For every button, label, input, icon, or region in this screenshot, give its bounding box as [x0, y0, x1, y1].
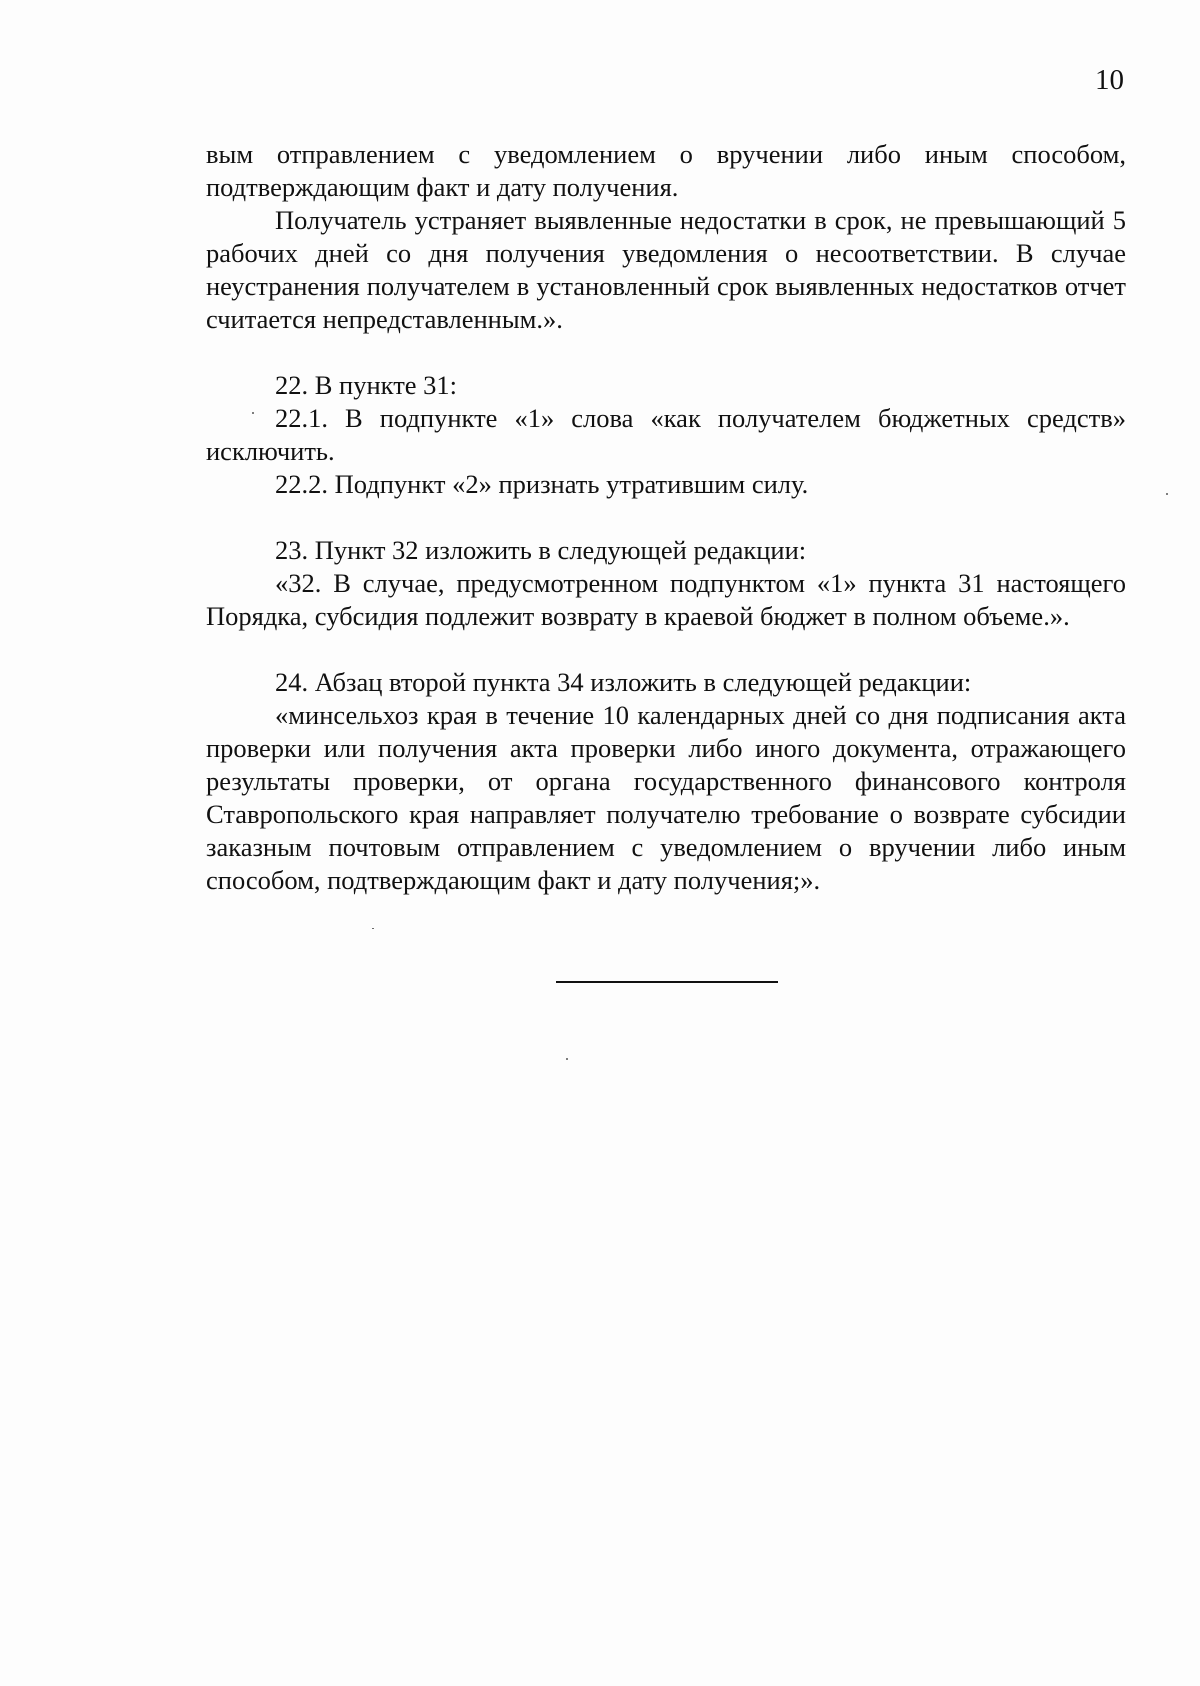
end-separator-line: [556, 981, 778, 983]
item-22-2: 22.2. Подпункт «2» признать утратившим силу.: [275, 469, 809, 499]
paragraph-gap: [206, 336, 1126, 369]
scan-speck: [252, 412, 254, 414]
scan-speck: [1166, 493, 1168, 495]
item-24-text: «минсельхоз края в течение 10 календарных дней со дня подписания акта проверки или получения акта проверки либо иного документа, отражающего результаты проверки, от органа государственного финансового контроля Ставропольского края направляет получателю требование о возврате субсидии заказным почтовым отправлением с уведомлением о вручении либо иным способом, подтверждающим факт и дату получения;».: [206, 700, 1126, 895]
item-23-text: «32. В случае, предусмотренном подпунктом «1» пункта 31 настоящего Порядка, субсидия подлежит возврату в краевой бюджет в полном объеме.».: [206, 568, 1126, 631]
paragraph-continuation: вым отправлением с уведомлением о вручении либо иным способом, подтверждающим факт и дату получения.: [206, 139, 1126, 202]
document-body: [206, 138, 1126, 897]
item-22-1: 22.1. В подпункте «1» слова «как получателем бюджетных средств» исключить.: [206, 403, 1126, 466]
scan-speck: [372, 928, 374, 929]
item-23-heading: 23. Пункт 32 изложить в следующей редакции:: [275, 535, 807, 565]
paragraph-gap: [206, 501, 1126, 534]
paragraph-deficiency-correction: Получатель устраняет выявленные недостатки в срок, не превышающий 5 рабочих дней со дня получения уведомления о несоответствии. В случае неустранения получателем в установленный срок выявленных недостатков отчет считается непредставленным.».: [206, 205, 1126, 334]
page-number: 10: [1095, 64, 1124, 96]
paragraph-gap: [206, 633, 1126, 666]
item-22-heading: 22. В пункте 31:: [275, 370, 458, 400]
scan-speck: [566, 1058, 568, 1060]
item-24-heading: 24. Абзац второй пункта 34 изложить в следующей редакции:: [275, 667, 972, 697]
